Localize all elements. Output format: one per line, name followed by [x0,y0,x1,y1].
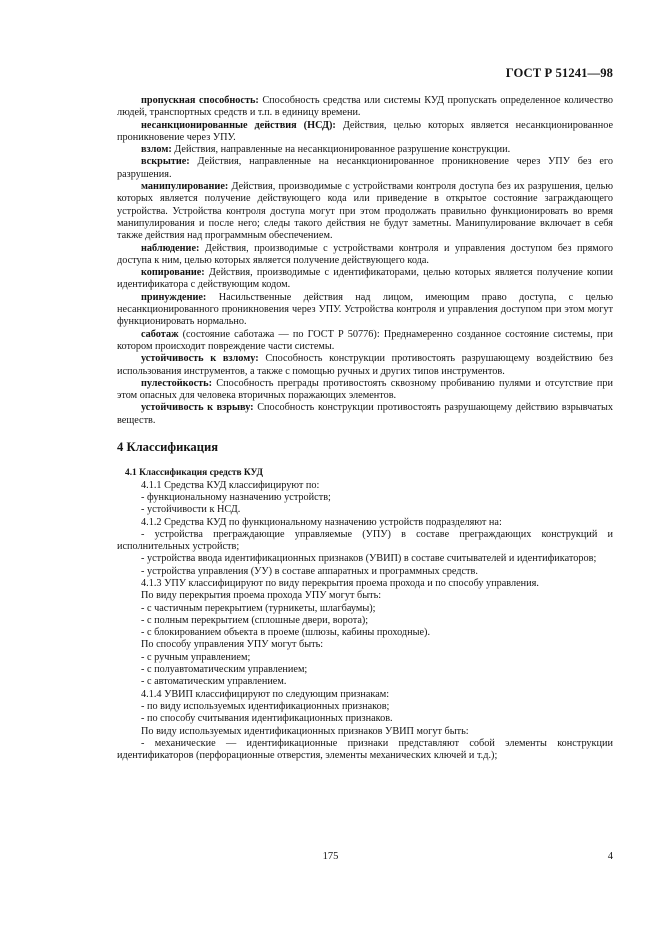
definition-text: Действия, производимые с устройствами контроля доступа без их разрушения, целью которых является получение действующего кода или приведение в открытое состояние заграждающего устройства. Устройства контроля доступа могут при этом продолжать правильно функционировать во время манипулирования и после него; следы такого действия не будут заметны. Манипулирование включает в себя также действия над программным обеспечением. [117,181,613,242]
definition-term: несанкционированные действия (НСД): [141,119,336,131]
definition-term: взлом: [141,144,172,156]
body-line: - по виду используемых идентификационных признаков; [141,700,390,712]
definition-term: саботаж [141,328,179,340]
definition-item [117,378,613,403]
definition-item [117,120,613,145]
definition-item [117,243,613,268]
definitions-list [117,95,613,427]
definition-item [117,292,613,329]
definition-term: вскрытие: [141,156,190,168]
definition-term: наблюдение: [141,242,200,254]
definition-text: Действия, целью которых является несанкционированное проникновение через УПУ. [117,119,613,143]
body-line: По способу управления УПУ могут быть: [141,639,324,651]
body-line: - устройства управления (УУ) в составе аппаратных и программных средств. [141,565,478,577]
definition-term: копирование: [141,267,205,279]
definition-item [117,156,613,181]
body-line: - функциональному назначению устройств; [141,491,331,503]
body-line: 4.1.1 Средства КУД классифицируют по: [141,479,320,491]
definition-item [117,329,613,354]
definition-term: манипулирование: [141,181,229,193]
body-line: - с автоматическим управлением. [141,676,287,688]
body-line: - устройства преграждающие управляемые (УПУ) в составе преграждающих конструкций и исполнительных устройств; [117,528,613,553]
body-line: - с частичным перекрытием (турникеты, шлагбаумы); [141,602,376,614]
definition-item [117,181,613,242]
document-body [117,95,613,762]
definition-text: (состояние саботажа — по ГОСТ Р 50776): Преднамеренно созданное состояние системы, при котором происходит повреждение части системы. [117,328,613,352]
definition-term: принуждение: [141,291,207,303]
definition-item [117,144,613,156]
definition-text: Насильственные действия над лицом, имеющим право доступа, с целью несанкционированного проникновения через УПУ. Устройства контроля и управления доступом при этом могут функционировать нормально. [117,291,613,328]
page-number-center: 175 [322,851,339,862]
definition-text: Способность конструкции противостоять разрушающему воздействию без использования инструментов, а также с помощью ручных и других типов инструментов. [117,353,613,377]
document-id: ГОСТ Р 51241—98 [505,66,613,80]
body-line: - устройства ввода идентификационных признаков (УВИП) в составе считывателей и идентификаторов; [141,553,597,565]
body-line: - с полным перекрытием (сплошные двери, ворота); [141,614,369,626]
definition-text: Способность конструкции противостоять разрушающему действию взрывчатых веществ. [117,402,613,426]
definition-text: Действия, направленные на несанкционированное разрушение конструкции. [171,144,511,156]
definition-text: Способность средства или системы КУД пропускать определенное количество людей, транспортных средств и т.п. в единицу времени. [117,95,614,119]
page-number-right: 4 [607,851,613,862]
body-line: 4.1.3 УПУ классифицируют по виду перекрытия проема прохода и по способу управления. [141,577,539,589]
definition-text: Способность преграды противостоять сквозному пробиванию пулями и отсутствие при этом опасных для человека вторичных поражающих элементов. [117,377,613,402]
definition-term: устойчивость к взлому: [141,353,259,365]
definition-item [117,353,613,378]
body-line: - механические — идентификационные признаки представляют собой элементы конструкции идентификаторов (перфорационные отверстия, элементы механических ключей и т.д.); [117,737,613,762]
body-line: По виду используемых идентификационных признаков УВИП могут быть: [141,725,469,737]
classification-lines [117,480,613,763]
body-line: - по способу считывания идентификационных признаков. [141,713,393,725]
definition-item [117,402,613,427]
definition-text: Действия, производимые с устройствами контроля и управления доступом без прямого доступа к ним, целью которых является получение действующего кода. [117,242,613,266]
definition-term: пулестойкость: [141,377,212,389]
section-heading: 4 Классификация [117,440,219,455]
definition-text: Действия, производимые с идентификаторами, целью которых является получение копии идентификатора с действующим кодом. [117,267,613,291]
definition-text: Действия, направленные на несанкционированное проникновение через УПУ без его разрушения. [117,156,613,180]
body-line: - с блокированием объекта в проеме (шлюзы, кабины проходные). [141,627,431,639]
subsection-heading: 4.1 Классификация средств КУД [125,468,263,479]
body-line: - устойчивости к НСД. [141,504,241,516]
body-line: 4.1.2 Средства КУД по функциональному назначению устройств подразделяют на: [141,516,502,528]
body-line: - с ручным управлением; [141,651,251,663]
definition-term: устойчивость к взрыву: [141,402,254,414]
definition-item [117,95,613,120]
definition-item [117,267,613,292]
body-line: 4.1.4 УВИП классифицируют по следующим признакам: [141,688,390,700]
body-line: По виду перекрытия проема прохода УПУ могут быть: [141,590,382,602]
body-line: - с полуавтоматическим управлением; [141,664,308,676]
definition-term: пропускная способность: [141,95,259,106]
